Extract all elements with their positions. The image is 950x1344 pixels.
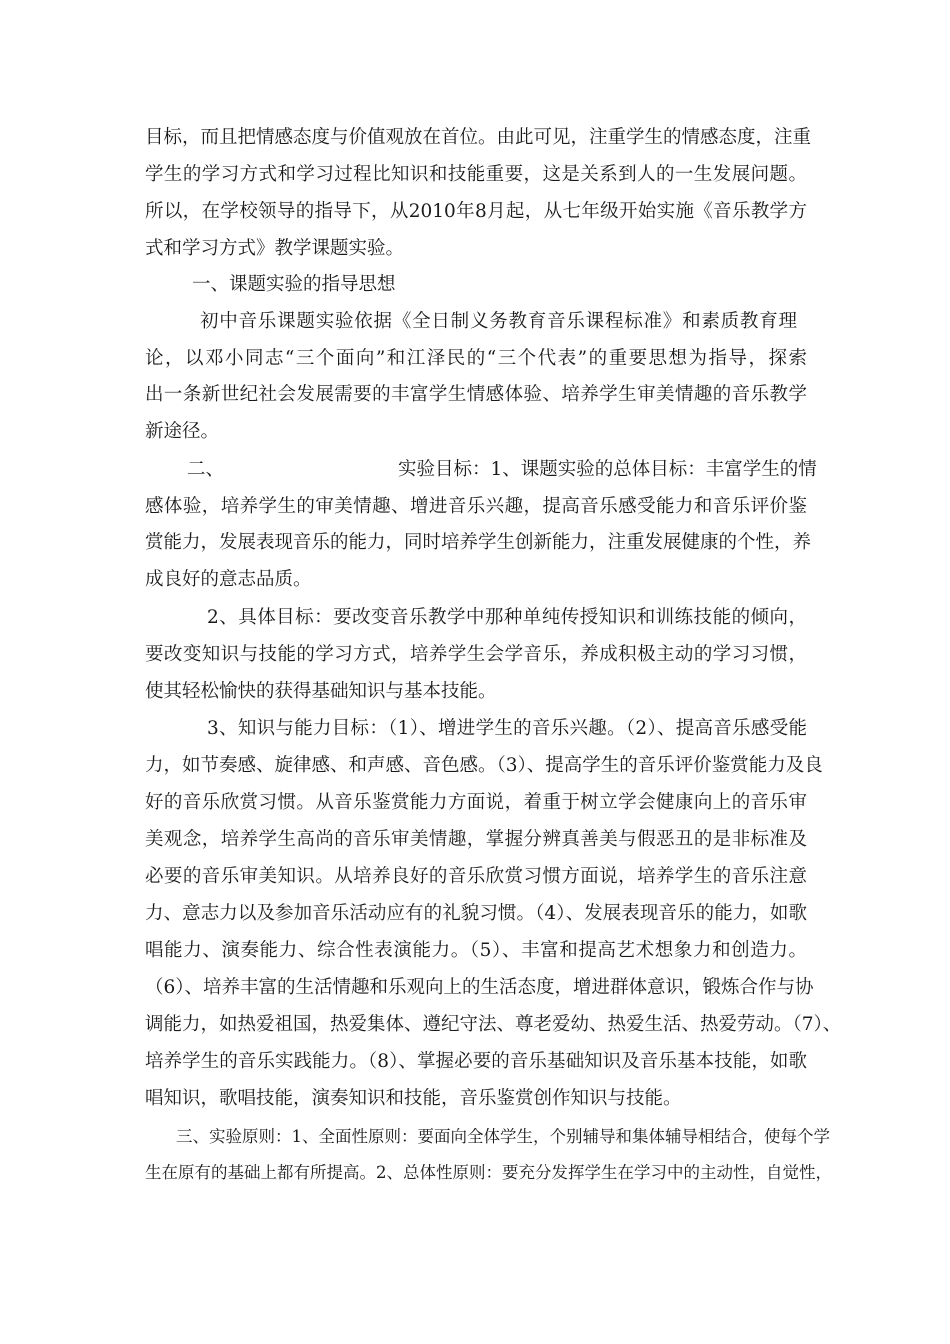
paragraph-line: 成良好的意志品质。	[145, 569, 312, 590]
paragraph-line: 初中音乐课题实验依据《全日制义务教育音乐课程标准》和素质教育理	[200, 311, 797, 332]
paragraph-line: 论，以邓小同志“三个面向”和江泽民的“三个代表”的重要思想为指导，探索	[145, 348, 807, 369]
paragraph-line: 唱知识，歌唱技能，演奏知识和技能，音乐鉴赏创作知识与技能。	[145, 1088, 682, 1109]
paragraph-line: 美观念，培养学生高尚的音乐审美情趣，掌握分辨真善美与假恶丑的是非标准及	[145, 829, 807, 850]
paragraph-line: 2、具体目标：要改变音乐教学中那种单纯传授知识和训练技能的倾向，	[207, 607, 807, 628]
section-heading: 实验目标：1、课题实验的总体目标：丰富学生的情	[398, 459, 817, 480]
paragraph-line: 感体验，培养学生的审美情趣、增进音乐兴趣，提高音乐感受能力和音乐评价鉴	[145, 496, 807, 517]
paragraph-line: 生在原有的基础上都有所提高。2、总体性原则：要充分发挥学生在学习中的主动性，自觉性，	[145, 1163, 832, 1182]
section-heading: 一、课题实验的指导思想	[192, 274, 396, 295]
paragraph-line: 唱能力、演奏能力、综合性表演能力。（5）、丰富和提高艺术想象力和创造力。	[145, 940, 807, 961]
section-number: 二、	[187, 459, 225, 480]
paragraph-line: 好的音乐欣赏习惯。从音乐鉴赏能力方面说，着重于树立学会健康向上的音乐审	[145, 792, 807, 813]
paragraph-line: 3、知识与能力目标：（1）、增进学生的音乐兴趣。（2）、提高音乐感受能	[207, 718, 807, 739]
paragraph-line: 式和学习方式》教学课题实验。	[145, 238, 405, 259]
paragraph-line: 学生的学习方式和学习过程比知识和技能重要，这是关系到人的一生发展问题。	[145, 164, 807, 185]
paragraph-line: 必要的音乐审美知识。从培养良好的音乐欣赏习惯方面说，培养学生的音乐注意	[145, 866, 807, 887]
paragraph-line: 赏能力，发展表现音乐的能力，同时培养学生创新能力，注重发展健康的个性，养	[145, 532, 812, 553]
paragraph-line: 新途径。	[145, 421, 220, 442]
paragraph-line: 出一条新世纪社会发展需要的丰富学生情感体验、培养学生审美情趣的音乐教学	[145, 384, 807, 405]
paragraph-line: （6）、培养丰富的生活情趣和乐观向上的生活态度，增进群体意识，锻炼合作与协	[145, 977, 814, 998]
paragraph-line: 调能力，如热爱祖国，热爱集体、遵纪守法、尊老爱幼、热爱生活、热爱劳动。（7）、	[145, 1014, 842, 1035]
paragraph-line: 力、意志力以及参加音乐活动应有的礼貌习惯。（4）、发展表现音乐的能力，如歌	[145, 903, 807, 924]
paragraph-line: 使其轻松愉快的获得基础知识与基本技能。	[145, 681, 497, 702]
paragraph-line: 力，如节奏感、旋律感、和声感、音色感。（3）、提高学生的音乐评价鉴赏能力及良	[145, 755, 823, 776]
paragraph-line: 目标，而且把情感态度与价值观放在首位。由此可见，注重学生的情感态度，注重	[145, 127, 812, 148]
paragraph-line: 培养学生的音乐实践能力。（8）、掌握必要的音乐基础知识及音乐基本技能，如歌	[145, 1051, 807, 1072]
paragraph-line: 三、实验原则：1、全面性原则：要面向全体学生，个别辅导和集体辅导相结合，使每个学	[176, 1127, 830, 1146]
paragraph-line: 所以，在学校领导的指导下，从2010年8月起，从七年级开始实施《音乐教学方	[145, 201, 807, 222]
paragraph-line: 要改变知识与技能的学习方式，培养学生会学音乐，养成积极主动的学习习惯，	[145, 644, 807, 665]
